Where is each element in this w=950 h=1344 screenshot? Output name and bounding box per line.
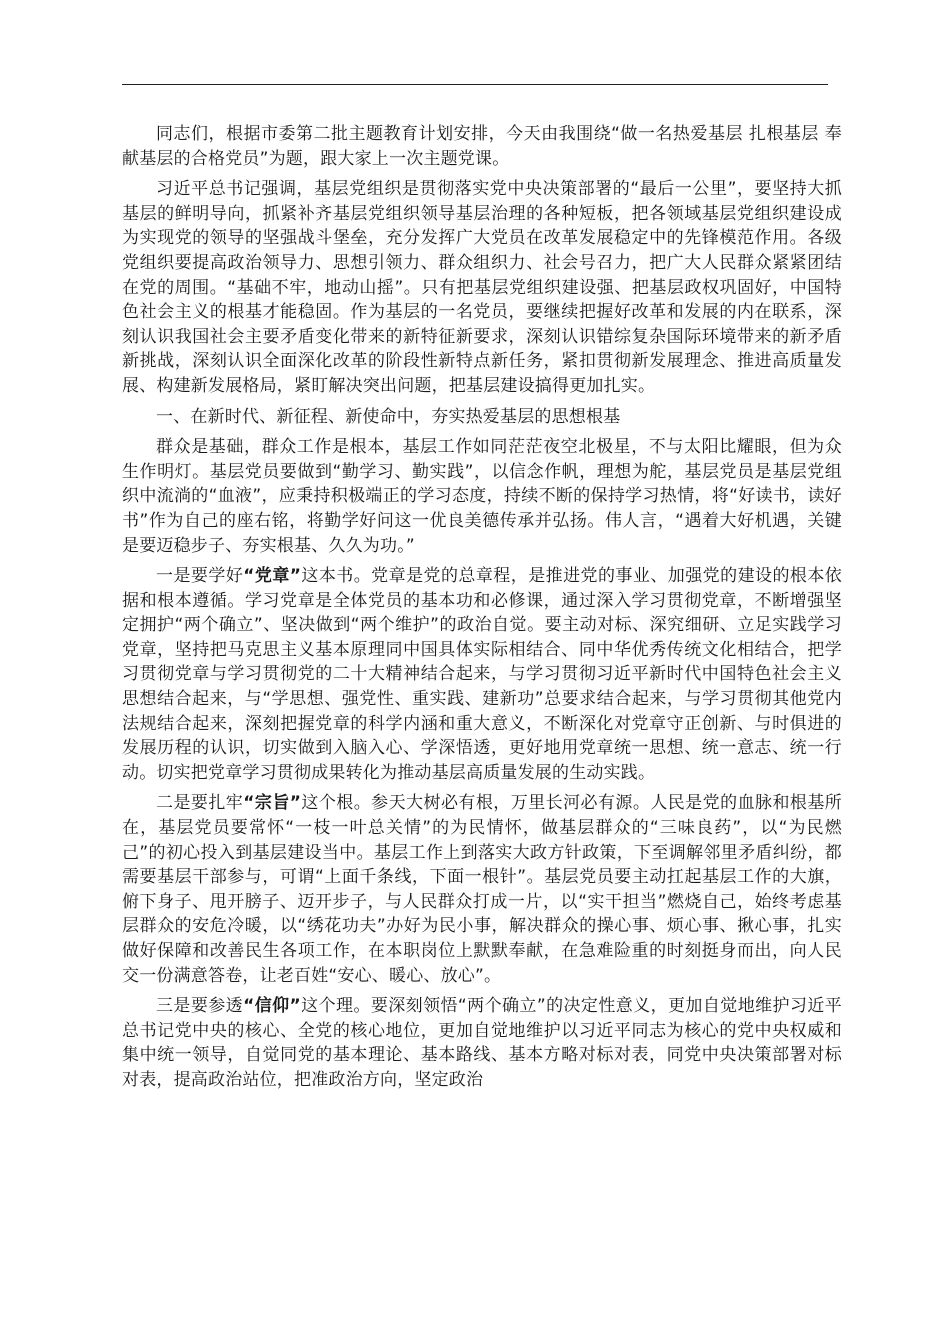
paragraph-text: 同志们，根据市委第二批主题教育计划安排，今天由我围绕“做一名热爱基层 扎根基层 奉献基层的合格党员”为题，跟大家上一次主题党课。: [122, 124, 842, 169]
point-keyword: “宗旨”: [243, 793, 302, 814]
point-keyword: “信仰”: [243, 996, 301, 1017]
paragraph-text: 这个理。要深刻领悟“两个确立”的决定性意义，更加自觉地维护习近平总书记党中央的核心、全党的核心地位，更加自觉地维护以习近平同志为核心的党中央权威和集中统一领导，自觉同党的基本理论、基本路线、基本方略对标对表，同党中央决策部署对标对表，提高政治站位，把准政治方向，坚定政治: [122, 996, 842, 1090]
paragraph-text: 这本书。党章是党的总章程，是推进党的事业、加强党的建设的根本依据和根本遵循。学习党章是全体党员的基本功和必修课，通过深入学习贯彻党章，不断增强坚定拥护“两个确立”、坚决做到“两个维护”的政治自觉。要主动对标、深究细研、立足实践学习党章，坚持把马克思主义基本原理同中国具体实际相结合、同中华优秀传统文化相结合，把学习贯彻党章与学习贯彻党的二十大精神结合起来，与学习贯彻习近平新时代中国特色社会主义思想结合起来，与“学思想、强党性、重实践、建新功”总要求结合起来，与学习贯彻其他党内法规结合起来，深刻把握党章的科学内涵和重大意义，不断深化对党章守正创新、与时俱进的发展历程的认识，切实做到入脑入心、学深悟透，更好地用党章统一思想、统一意志、统一行动。切实把党章学习贯彻成果转化为推动基层高质量发展的生动实践。: [122, 566, 843, 783]
header-rule: [122, 84, 828, 85]
paragraph-point-one: [122, 564, 842, 785]
point-lead: 一是要学好: [156, 566, 244, 587]
point-keyword: “党章”: [243, 566, 302, 587]
point-lead: 三是要参透: [156, 996, 244, 1017]
point-lead: 二是要扎牢: [156, 793, 244, 814]
paragraph-text: 这个根。参天大树必有根，万里长河必有源。人民是党的血脉和根基所在，基层党员要常怀“一枝一叶总关情”的为民情怀，做基层群众的“三味良药”，以“为民燃己”的初心投入到基层建设当中。基层工作上到落实大政方针政策，下至调解邻里矛盾纠纷，都需要基层干部参与，可谓“上面千条线，下面一根针”。基层党员要主动扛起基层工作的大旗，俯下身子、甩开膀子、迈开步子，与人民群众打成一片，以“实干担当”燃烧自己，始终考虑基层群众的安危冷暖，以“绣花功夫”办好为民小事，解决群众的操心事、烦心事、揪心事，扎实做好保障和改善民生各项工作，在本职岗位上默默奉献，在急难险重的时刻挺身而出，向人民交一份满意答卷，让老百姓“安心、暖心、放心”。: [122, 793, 843, 986]
paragraph-intro: [122, 122, 842, 171]
paragraph-text: 群众是基础，群众工作是根本，基层工作如同茫茫夜空北极星，不与太阳比耀眼，但为众生作明灯。基层党员要做到“勤学习、勤实践”，以信念作帆，理想为舵，基层党员是基层党组织中流淌的“血液”，应秉持积极端正的学习态度，持续不断的保持学习热情，将“好读书，读好书”作为自己的座右铭，将勤学好问这一优良美德传承并弘扬。伟人言，“遇着大好机遇，关键是要迈稳步子、夯实根基、久久为功。”: [122, 437, 842, 556]
section-heading-1: [122, 405, 842, 430]
paragraph-text: 习近平总书记强调，基层党组织是贯彻落实党中央决策部署的“最后一公里”，要坚持大抓基层的鲜明导向，抓紧补齐基层党组织领导基层治理的各种短板，把各领域基层党组织建设成为实现党的领导的坚强战斗堡垒，充分发挥广大党员在改革发展稳定中的先锋模范作用。各级党组织要提高政治领导力、思想引领力、群众组织力、社会号召力，把广大人民群众紧紧团结在党的周围。“基础不牢，地动山摇”。只有把基层党组织建设强、把基层政权巩固好，中国特色社会主义的根基才能稳固。作为基层的一名党员，要继续把握好改革和发展的内在联系，深刻认识我国社会主要矛盾变化带来的新特征新要求，深刻认识错综复杂国际环境带来的新矛盾新挑战，深刻认识全面深化改革的阶段性新特点新任务，紧扣贯彻新发展理念、推进高质量发展、构建新发展格局，紧盯解决突出问题，把基层建设搞得更加扎实。: [122, 179, 842, 396]
paragraph-point-two: [122, 791, 842, 988]
paragraph-xi-emphasis: [122, 177, 842, 398]
paragraph-masses: [122, 435, 842, 558]
heading-text: 一、在新时代、新征程、新使命中，夯实热爱基层的思想根基: [156, 406, 621, 427]
document-body: [122, 122, 842, 1099]
paragraph-point-three: [122, 994, 842, 1092]
